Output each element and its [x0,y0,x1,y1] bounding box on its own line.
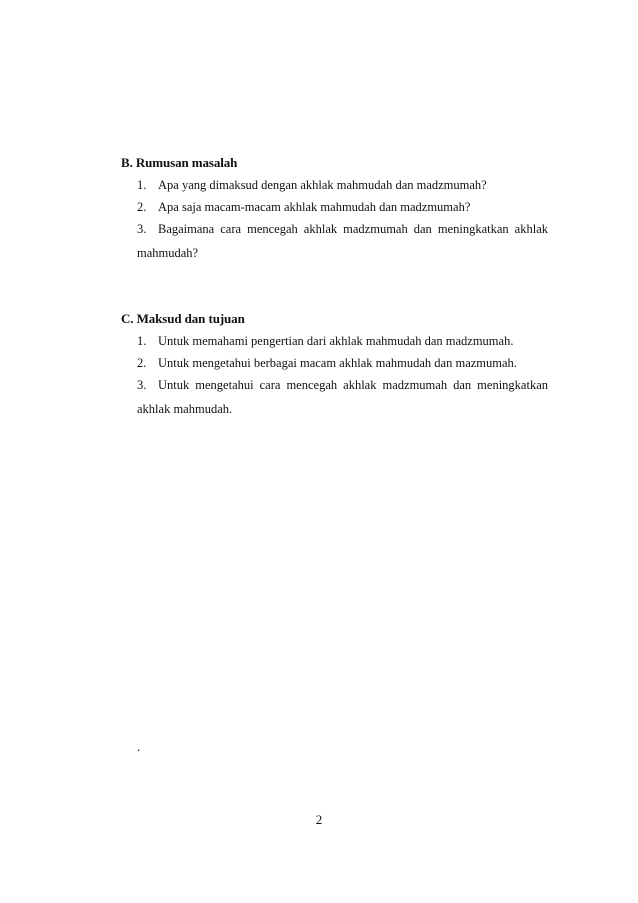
item-text: Bagaimana cara mencegah akhlak madzmumah dan meningkatkan akhlak [158,222,548,236]
item-text: Apa yang dimaksud dengan akhlak mahmudah dan madzmumah? [158,178,487,192]
section-c-heading: C. Maksud dan tujuan [121,311,245,326]
item-number: 2. [137,200,147,214]
section-b-heading: B. Rumusan masalah [121,155,238,170]
item-text: Untuk mengetahui cara mencegah akhlak madzmumah dan meningkatkan [158,378,548,392]
section-b-item-1 [137,177,548,193]
section-b-item-2 [137,199,548,215]
item-number: 1. [137,334,147,348]
item-number: 1. [137,178,147,192]
trailing-dot: . [137,740,141,754]
section-c-item-3-continuation: akhlak mahmudah. [137,402,233,416]
item-text: Untuk mengetahui berbagai macam akhlak mahmudah dan mazmumah. [158,356,517,370]
section-b-item-3-continuation: mahmudah? [137,246,199,260]
page-number: 2 [315,812,323,827]
section-c-item-1 [137,333,548,349]
item-number: 2. [137,356,147,370]
section-c-item-3 [137,377,548,393]
item-text: Untuk memahami pengertian dari akhlak mahmudah dan madzmumah. [158,334,514,348]
item-number: 3. [137,378,147,392]
section-c-item-2 [137,355,548,371]
item-text: Apa saja macam-macam akhlak mahmudah dan madzmumah? [158,200,471,214]
section-b-item-3 [137,221,548,237]
item-number: 3. [137,222,147,236]
